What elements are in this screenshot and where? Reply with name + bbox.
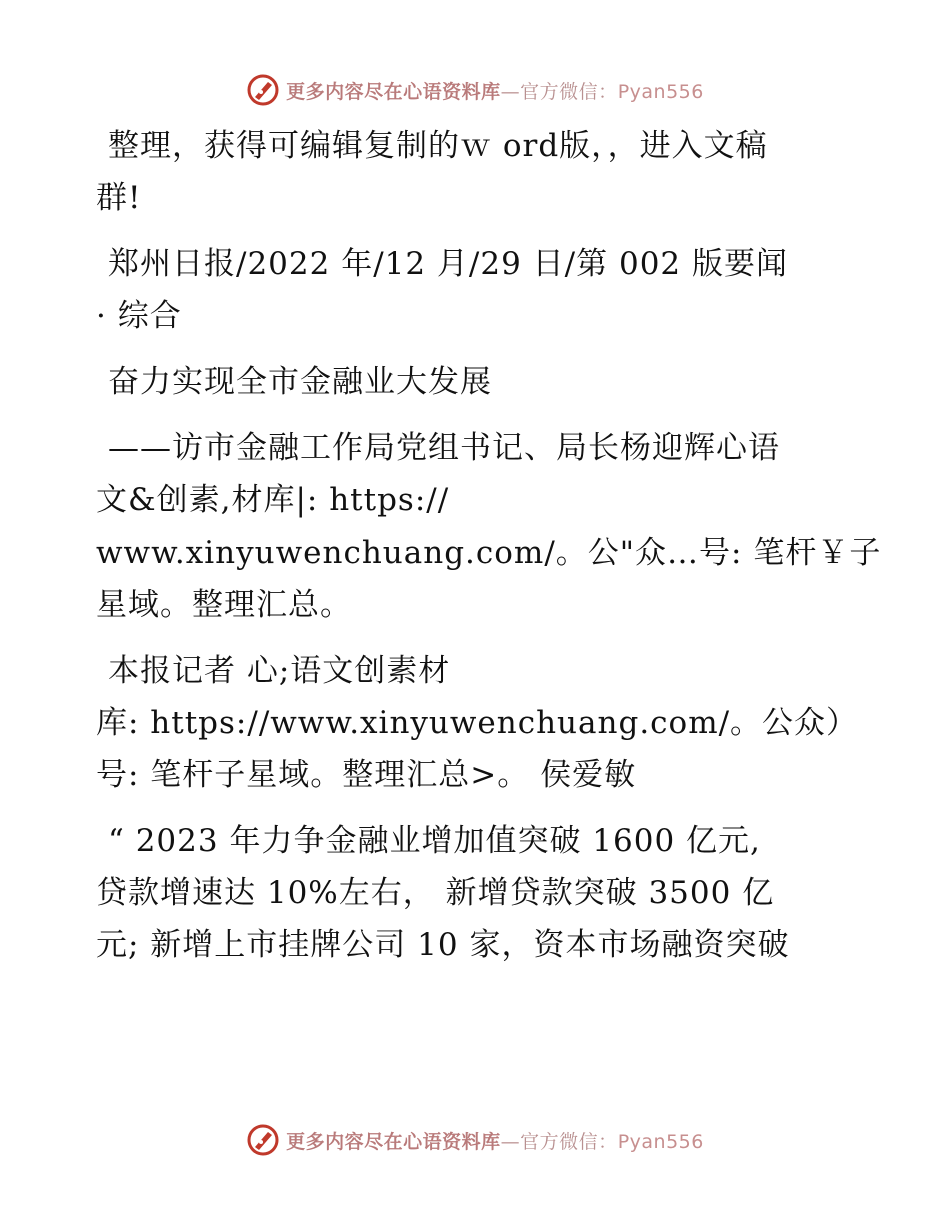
paragraph-source <box>96 238 856 342</box>
paragraph-body <box>96 815 856 971</box>
text-line: 星域。整理汇总。 <box>96 586 352 623</box>
bottom-watermark-banner <box>0 1118 950 1162</box>
text-line: · 综合 <box>96 298 182 335</box>
text-line: www.xinyuwenchuang.com/。公"众…号: 笔杆￥子 <box>96 534 882 571</box>
watermark-wechat-label: 官方微信： <box>520 80 618 103</box>
watermark-brand: 更多内容尽在心语资料库 <box>286 1130 501 1153</box>
text-line: 元; 新增上市挂牌公司 10 家，资本市场融资突破 <box>96 927 790 964</box>
watermark-brand: 更多内容尽在心语资料库 <box>286 80 501 103</box>
watermark-wechat-id: Pyan556 <box>617 1130 704 1153</box>
text-line: “ 2023 年力争金融业增加值突破 1600 亿元, <box>108 822 761 859</box>
text-line: 库: https://www.xinyuwenchuang.com/。公众） <box>96 704 859 741</box>
watermark-wechat-id: Pyan556 <box>617 80 704 103</box>
watermark-text <box>286 1127 704 1154</box>
pen-logo-icon <box>246 1123 280 1157</box>
pen-logo-icon <box>246 73 280 107</box>
watermark-wechat-label: 官方微信： <box>520 1130 618 1153</box>
text-line: 奋力实现全市金融业大发展 <box>108 364 492 401</box>
paragraph-byline <box>96 645 859 801</box>
text-line: ——访市金融工作局党组书记、局长杨迎辉心语 <box>108 430 780 467</box>
text-line: 贷款增速达 10%左右， 新增贷款突破 3500 亿 <box>96 875 775 912</box>
watermark-separator: — <box>500 1130 521 1153</box>
watermark-separator: — <box>500 80 521 103</box>
text-line: 文&创素,材库|: https:// <box>96 482 450 519</box>
article-subtitle <box>96 422 882 630</box>
article-title <box>96 356 856 408</box>
paragraph-intro <box>96 120 856 224</box>
text-line: 号: 笔杆子星域。整理汇总>。 侯爱敏 <box>96 756 637 793</box>
text-line: 群! <box>96 180 142 217</box>
document-body <box>96 120 882 985</box>
watermark-text <box>286 77 704 104</box>
text-line: 本报记者 心;语文创素材 <box>108 652 451 689</box>
text-line: 郑州日报/2022 年/12 月/29 日/第 002 版要闻 <box>108 246 789 283</box>
text-line: 整理，获得可编辑复制的ｗ ord版，，进入文稿 <box>108 128 768 164</box>
top-watermark-banner <box>0 68 950 112</box>
